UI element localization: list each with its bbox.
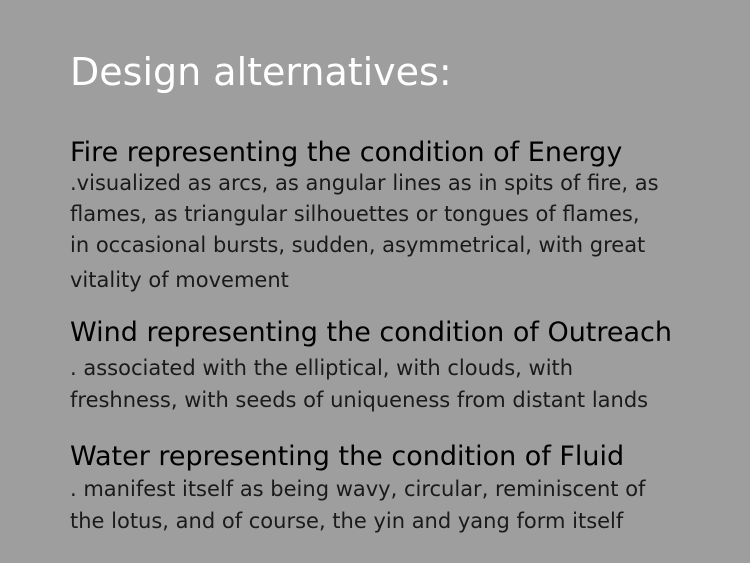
body-line: .visualized as arcs, as angular lines as in spits of fire, as: [70, 171, 659, 196]
section-fire: [70, 137, 730, 295]
body-line: the lotus, and of course, the yin and yang form itself: [70, 508, 624, 533]
section-body-wind: [70, 353, 730, 416]
section-water: [70, 441, 730, 537]
section-wind: [70, 317, 730, 416]
body-line: . associated with the elliptical, with clouds, with: [70, 356, 574, 381]
section-heading-wind: Wind representing the condition of Outreach: [70, 317, 673, 348]
slide-title: Design alternatives:: [70, 50, 452, 94]
body-line: in occasional bursts, sudden, asymmetrical, with great: [70, 232, 646, 257]
body-line: vitality of movement: [70, 267, 289, 292]
body-line: flames, as triangular silhouettes or tongues of flames,: [70, 201, 640, 226]
section-heading-fire: Fire representing the condition of Energy: [70, 137, 623, 168]
section-body-fire: [70, 168, 730, 295]
body-line: freshness, with seeds of uniqueness from distant lands: [70, 387, 649, 412]
section-body-water: [70, 474, 730, 537]
body-line: . manifest itself as being wavy, circular, reminiscent of: [70, 477, 646, 502]
section-heading-water: Water representing the condition of Fluid: [70, 441, 625, 472]
